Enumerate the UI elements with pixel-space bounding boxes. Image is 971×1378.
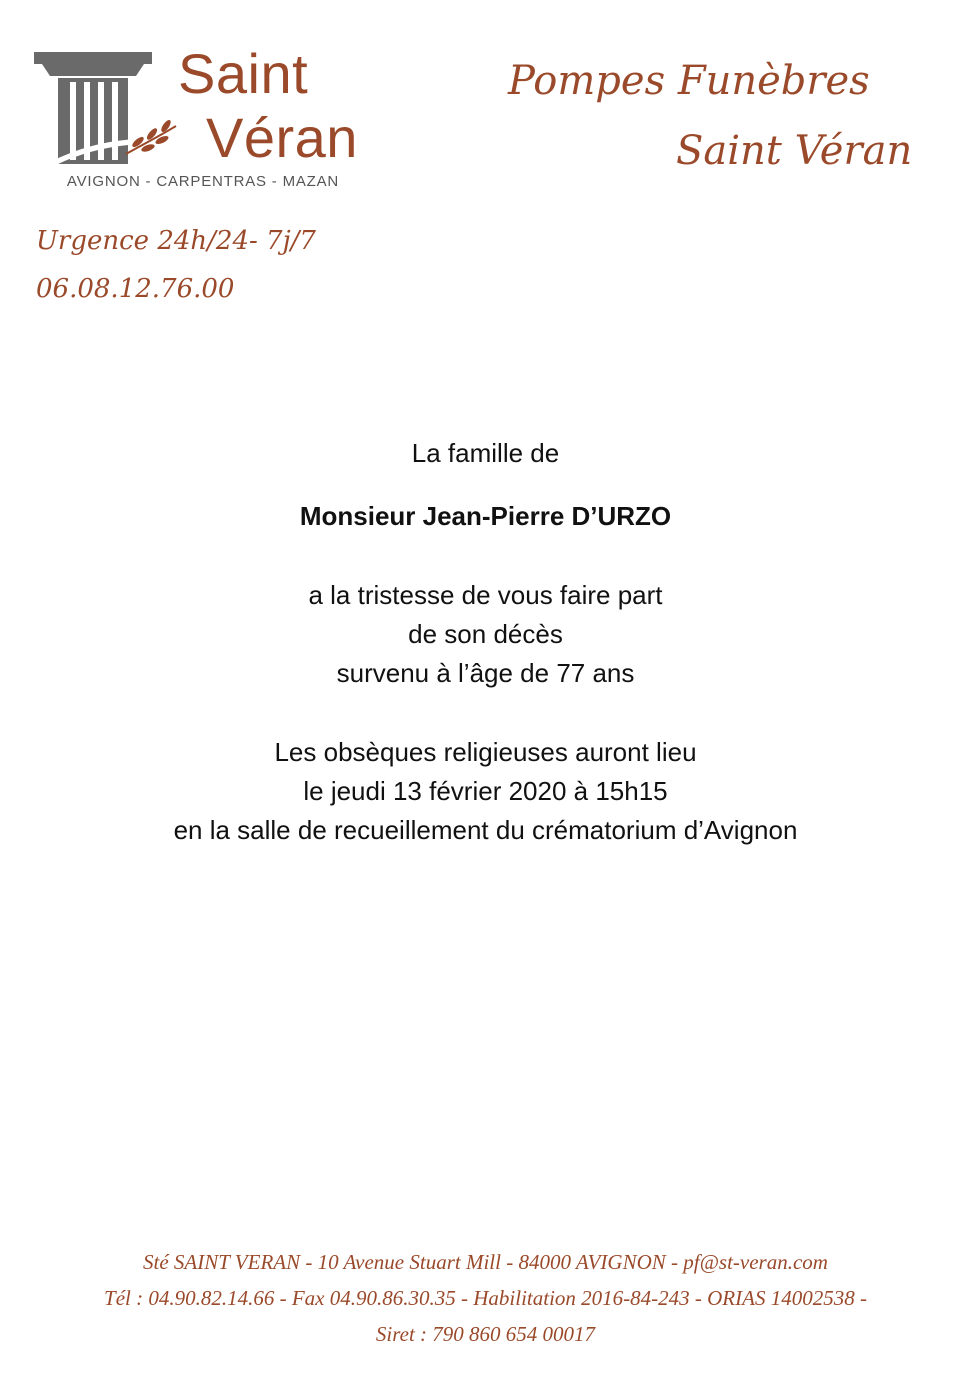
company-logo [30,40,375,195]
notice-sadness-line3: survenu à l’âge de 77 ans [336,658,635,688]
funeral-line1: Les obsèques religieuses auront lieu [274,737,697,767]
logo-cities: AVIGNON - CARPENTRAS - MAZAN [66,173,340,190]
logo-word-veran: Véran [206,106,358,169]
notice-sadness-line1: a la tristesse de vous faire part [308,580,663,610]
deceased-name: Monsieur Jean-Pierre D’URZO [299,501,672,531]
emergency-hours: Urgence 24h/24- 7j/7 [36,226,316,256]
footer-contacts: Tél : 04.90.82.14.66 - Fax 04.90.86.30.35 - Habilitation 2016-84-243 - ORIAS 14002538 - [104,1286,867,1310]
footer-siret: Siret : 790 860 654 00017 [375,1322,596,1346]
notice-sadness-line2: de son décès [408,619,563,649]
notice-intro: La famille de [411,438,560,468]
logo-word-saint: Saint [178,42,309,105]
funeral-line3: en la salle de recueillement du crématorium d’Avignon [173,815,798,845]
footer-address: Sté SAINT VERAN - 10 Avenue Stuart Mill - 84000 AVIGNON - pf@st-veran.com [143,1250,828,1274]
brand-title-line1: Pompes Funèbres [508,58,870,104]
funeral-line2: le jeudi 13 février 2020 à 15h15 [303,776,668,806]
brand-title-line2: Saint Véran [676,128,913,174]
emergency-phone: 06.08.12.76.00 [36,274,235,304]
column-olive-branch-icon [30,50,180,165]
